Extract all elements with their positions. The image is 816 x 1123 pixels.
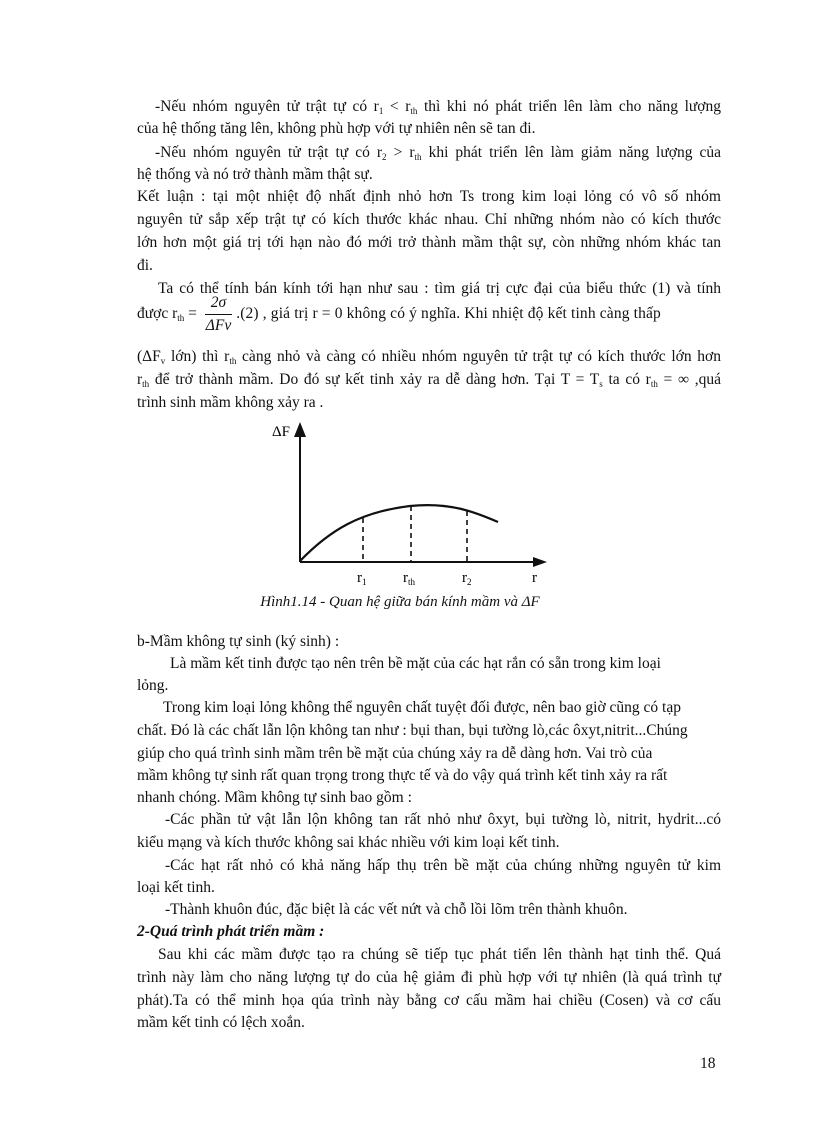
section-2-line-4: mầm kết tinh có lệch xoắn.	[137, 1014, 305, 1031]
tick-label-rth: $r_{th}$	[403, 570, 416, 587]
critical-radius-formula-line: được $r_{th}$ = $\frac{2\sigma}{\text{ΔFv}}$ .(2) , giá trị r = 0 không có ý nghĩa. Khi nhiệt độ kết tinh càng thấp	[137, 294, 661, 334]
paragraph-2-line-2: hệ thống và nó trở thành mầm thật sự.	[137, 166, 373, 183]
critical-radius-line-3: ($\Delta F_v$ lớn) thì $r_{th}$ càng nhỏ và càng có nhiều nhóm nguyên tử trật tự có kích thước lớn hơn	[137, 348, 721, 366]
critical-radius-line-5: trình sinh mầm không xảy ra .	[137, 394, 324, 411]
paragraph-1-line-2: của hệ thống tăng lên, không phù hợp với tự nhiên nên sẽ tan đi.	[137, 120, 536, 137]
y-axis-label: ΔF	[272, 424, 290, 440]
section-b-p2-line-1: Trong kim loại lỏng không thể nguyên chất tuyệt đối được, nên bao giờ cũng có tạp	[163, 699, 681, 716]
section-2-line-3: phát).Ta có thể minh họa qúa trình này bằng cơ cấu mầm hai chiều (Cosen) và cơ cấu	[137, 992, 721, 1009]
section-2-line-2: trình này làm cho năng lượng tự do của hệ giảm đi phù hợp với tự nhiên (là quá trình tự	[137, 969, 721, 986]
y-axis-arrow	[294, 422, 306, 437]
section-b-item-1-line-2: kiểu mạng và kích thước không sai khác nhiều với kim loại kết tinh.	[137, 834, 560, 851]
critical-radius-line-1: Ta có thể tính bán kính tới hạn như sau : tìm giá trị cực đại của biểu thức (1) và tính	[158, 280, 721, 297]
section-b-title: b-Mầm không tự sinh (ký sinh) :	[137, 633, 340, 650]
section-b-item-2-line-1: -Các hạt rất nhỏ có khả năng hấp thụ trên bề mặt của chúng những nguyên tử kim	[165, 857, 721, 874]
section-b-p2-line-3: giúp cho quá trình sinh mầm trên bề mặt của chúng xảy ra dễ dàng hơn. Vai trò của	[137, 745, 653, 762]
conclusion-line-2: nguyên tử sắp xếp trật tự có kích thước khác nhau. Chỉ những nhóm nào có kích thước	[137, 211, 721, 228]
figure-caption: Hình1.14 - Quan hệ giữa bán kính mầm và ΔF	[260, 594, 540, 610]
section-b-p2-line-5: nhanh chóng. Mầm không tự sinh bao gồm :	[137, 789, 412, 806]
paragraph-2-line-1: -Nếu nhóm nguyên tử trật tự có $r_2 > r_{th}$ khi phát triển lên làm giảm năng lượng của	[155, 144, 721, 162]
conclusion-line-4: đi.	[137, 257, 153, 274]
x-axis-arrow	[533, 557, 547, 567]
section-b-p1-line-1: Là mầm kết tinh được tạo nên trên bề mặt của các hạt rắn có sẵn trong kim loại	[170, 655, 661, 672]
section-2-title: 2-Quá trình phát triển mầm :	[137, 923, 325, 940]
section-b-item-1-line-1: -Các phần tử vật lẫn lộn không tan rất nhỏ như ôxyt, bụi tường lò, nitrit, hydrit...có	[165, 811, 721, 828]
section-b-p2-line-4: mầm không tự sinh rất quan trọng trong thực tế và do vậy quá trình kết tinh xảy ra rất	[137, 767, 668, 784]
x-axis-label: r	[532, 570, 537, 586]
tick-label-r1: $r_1$	[357, 570, 367, 587]
section-b-item-2-line-2: loại kết tinh.	[137, 879, 215, 896]
formula-fraction: $\frac{2\sigma}{\text{ΔFv}}$	[205, 294, 232, 334]
tick-label-r2: $r_2$	[462, 570, 472, 587]
section-b-p2-line-2: chất. Đó là các chất lẫn lộn không tan như : bụi than, bụi tường lò,các ôxyt,nitrit...Chúng	[137, 722, 688, 739]
paragraph-1-line-1: -Nếu nhóm nguyên tử trật tự có $r_1 < r_{th}$ thì khi nó phát triển lên làm cho năng lượng	[155, 98, 721, 116]
critical-radius-line-4: $r_{th}$ để trở thành mầm. Do đó sự kết tinh xảy ra dễ dàng hơn. Tại $T = T_s$ ta có $r_{th}$ = ∞ ,quá	[137, 371, 721, 389]
conclusion-line-3: lớn hơn một giá trị tới hạn nào đó mới trở thành mầm thật sự, còn những nhóm khác tan	[137, 234, 721, 251]
conclusion-line-1: Kết luận : tại một nhiệt độ nhất định nhỏ hơn Ts trong kim loại lỏng có vô số nhóm	[137, 188, 721, 205]
page-number: 18	[700, 1055, 716, 1072]
section-2-line-1: Sau khi các mầm được tạo ra chúng sẽ tiếp tục phát tiển lên thành hạt tinh thể. Quá	[158, 946, 721, 963]
section-b-p1-line-2: lỏng.	[137, 677, 169, 694]
energy-curve	[300, 505, 498, 561]
section-b-item-3: -Thành khuôn đúc, đặc biệt là các vết nứt và chỗ lồi lõm trên thành khuôn.	[165, 901, 628, 918]
